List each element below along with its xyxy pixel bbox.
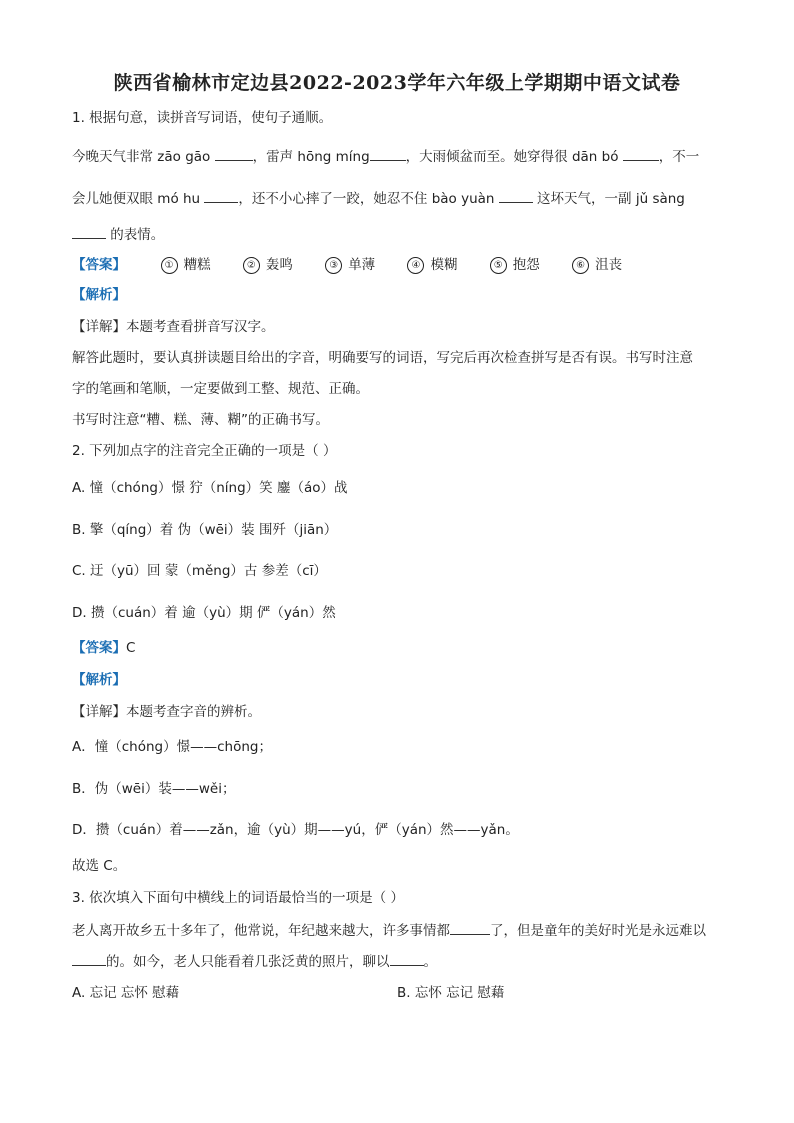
answer-word: 糟糕 (183, 257, 211, 273)
explanation-line: A．憧（chóng）憬——chōng； (72, 739, 272, 755)
q1-text: ，不一 (658, 149, 700, 165)
q1-paragraph-line-1 (72, 146, 699, 167)
q3-text: 。 (423, 954, 437, 970)
circled-number-icon: ④ (407, 257, 424, 274)
answer-blank[interactable] (72, 951, 106, 966)
explanation-line: B．伪（wēi）装——wěi； (72, 781, 236, 797)
answer-word: 单薄 (348, 257, 376, 273)
answer-item (325, 255, 375, 275)
q2-answer-line (72, 638, 135, 658)
analysis-label: 【解析】 (72, 287, 126, 303)
circled-number-icon: ② (243, 257, 260, 274)
circled-number-icon: ③ (325, 257, 342, 274)
q3-text: 的。如今，老人只能看着几张泛黄的照片，聊以 (106, 954, 390, 970)
q2-stem: 2. 下列加点字的注音完全正确的一项是（ ） (72, 443, 337, 459)
answer-blank[interactable] (623, 146, 659, 161)
q3-option-b: B. 忘怀 忘记 慰藉 (397, 985, 505, 1001)
explanation-line: D．攒（cuán）着——zǎn，逾（yù）期——yú，俨（yán）然——yǎn。 (72, 822, 519, 838)
q1-text: 会儿她便双眼 mó hu (72, 191, 201, 207)
explanation-line: 字的笔画和笔顺，一定要做到工整、规范、正确。 (72, 381, 369, 397)
conclusion-line: 故选 C。 (72, 858, 127, 874)
answer-blank[interactable] (204, 188, 238, 203)
q2-option-a: A. 憧（chóng）憬 狞（níng）笑 鏖（áo）战 (72, 480, 348, 496)
answer-label: 【答案】 (72, 257, 126, 273)
q3-stem: 3. 依次填入下面句中横线上的词语最恰当的一项是（ ） (72, 890, 404, 906)
q1-text: ，雷声 hōng míng (252, 149, 370, 165)
circled-number-icon: ① (161, 257, 178, 274)
answer-blank[interactable] (390, 951, 424, 966)
explanation-line: 解答此题时，要认真拼读题目给出的字音，明确要写的词语，写完后再次检查拼写是否有误。书写时注意 (72, 350, 693, 366)
answer-word: 抱怨 (512, 257, 540, 273)
answer-word: 沮丧 (595, 257, 623, 273)
page-title: 陕西省榆林市定边县2022-2023学年六年级上学期期中语文试卷 (113, 72, 681, 94)
answer-word: 轰鸣 (265, 257, 293, 273)
detail-line: 【详解】本题考查看拼音写汉字。 (72, 319, 275, 335)
q1-stem: 1. 根据句意，读拼音写词语，使句子通顺。 (72, 110, 333, 126)
q1-answer-line (72, 255, 650, 275)
detail-line: 【详解】本题考查字音的辨析。 (72, 704, 261, 720)
answer-blank[interactable] (72, 224, 106, 239)
q3-sentence-line-2 (72, 951, 437, 972)
q3-text: 老人离开故乡五十多年了，他常说，年纪越来越大，许多事情都 (72, 923, 450, 939)
explanation-line: 书写时注意“糟、糕、薄、糊”的正确书写。 (72, 412, 329, 428)
answer-blank[interactable] (450, 920, 490, 935)
answer-item (243, 255, 293, 275)
circled-number-icon: ⑥ (572, 257, 589, 274)
answer-blank[interactable] (215, 146, 253, 161)
q1-text: ，还不小心摔了一跤，她忍不住 bào yuàn (238, 191, 495, 207)
q1-text: 的表情。 (106, 227, 165, 243)
answer-blank[interactable] (499, 188, 533, 203)
q2-option-c: C. 迂（yū）回 蒙（měng）古 参差（cī） (72, 563, 327, 579)
q1-text: ，大雨倾盆而至。她穿得很 dān bó (405, 149, 619, 165)
q3-option-a: A. 忘记 忘怀 慰藉 (72, 985, 180, 1001)
q1-text: 这坏天气，一副 jǔ sàng (532, 191, 685, 207)
answer-item (572, 255, 622, 275)
q1-paragraph-line-3 (72, 224, 164, 245)
q2-option-b: B. 擎（qíng）着 伪（wēi）装 围歼（jiān） (72, 522, 338, 538)
q1-text: 今晚天气非常 zāo gāo (72, 149, 211, 165)
answer-label: 【答案】 (72, 640, 126, 656)
answer-item (161, 255, 211, 275)
q2-option-d: D. 攒（cuán）着 逾（yù）期 俨（yán）然 (72, 605, 336, 621)
analysis-label: 【解析】 (72, 672, 126, 688)
answer-blank[interactable] (370, 146, 406, 161)
answer-item (490, 255, 540, 275)
answer-word: 模糊 (430, 257, 458, 273)
q1-paragraph-line-2 (72, 188, 685, 209)
q3-sentence-line-1 (72, 920, 706, 941)
circled-number-icon: ⑤ (490, 257, 507, 274)
answer-value: C (126, 640, 136, 656)
q3-text: 了，但是童年的美好时光是永远难以 (490, 923, 706, 939)
answer-item (407, 255, 457, 275)
